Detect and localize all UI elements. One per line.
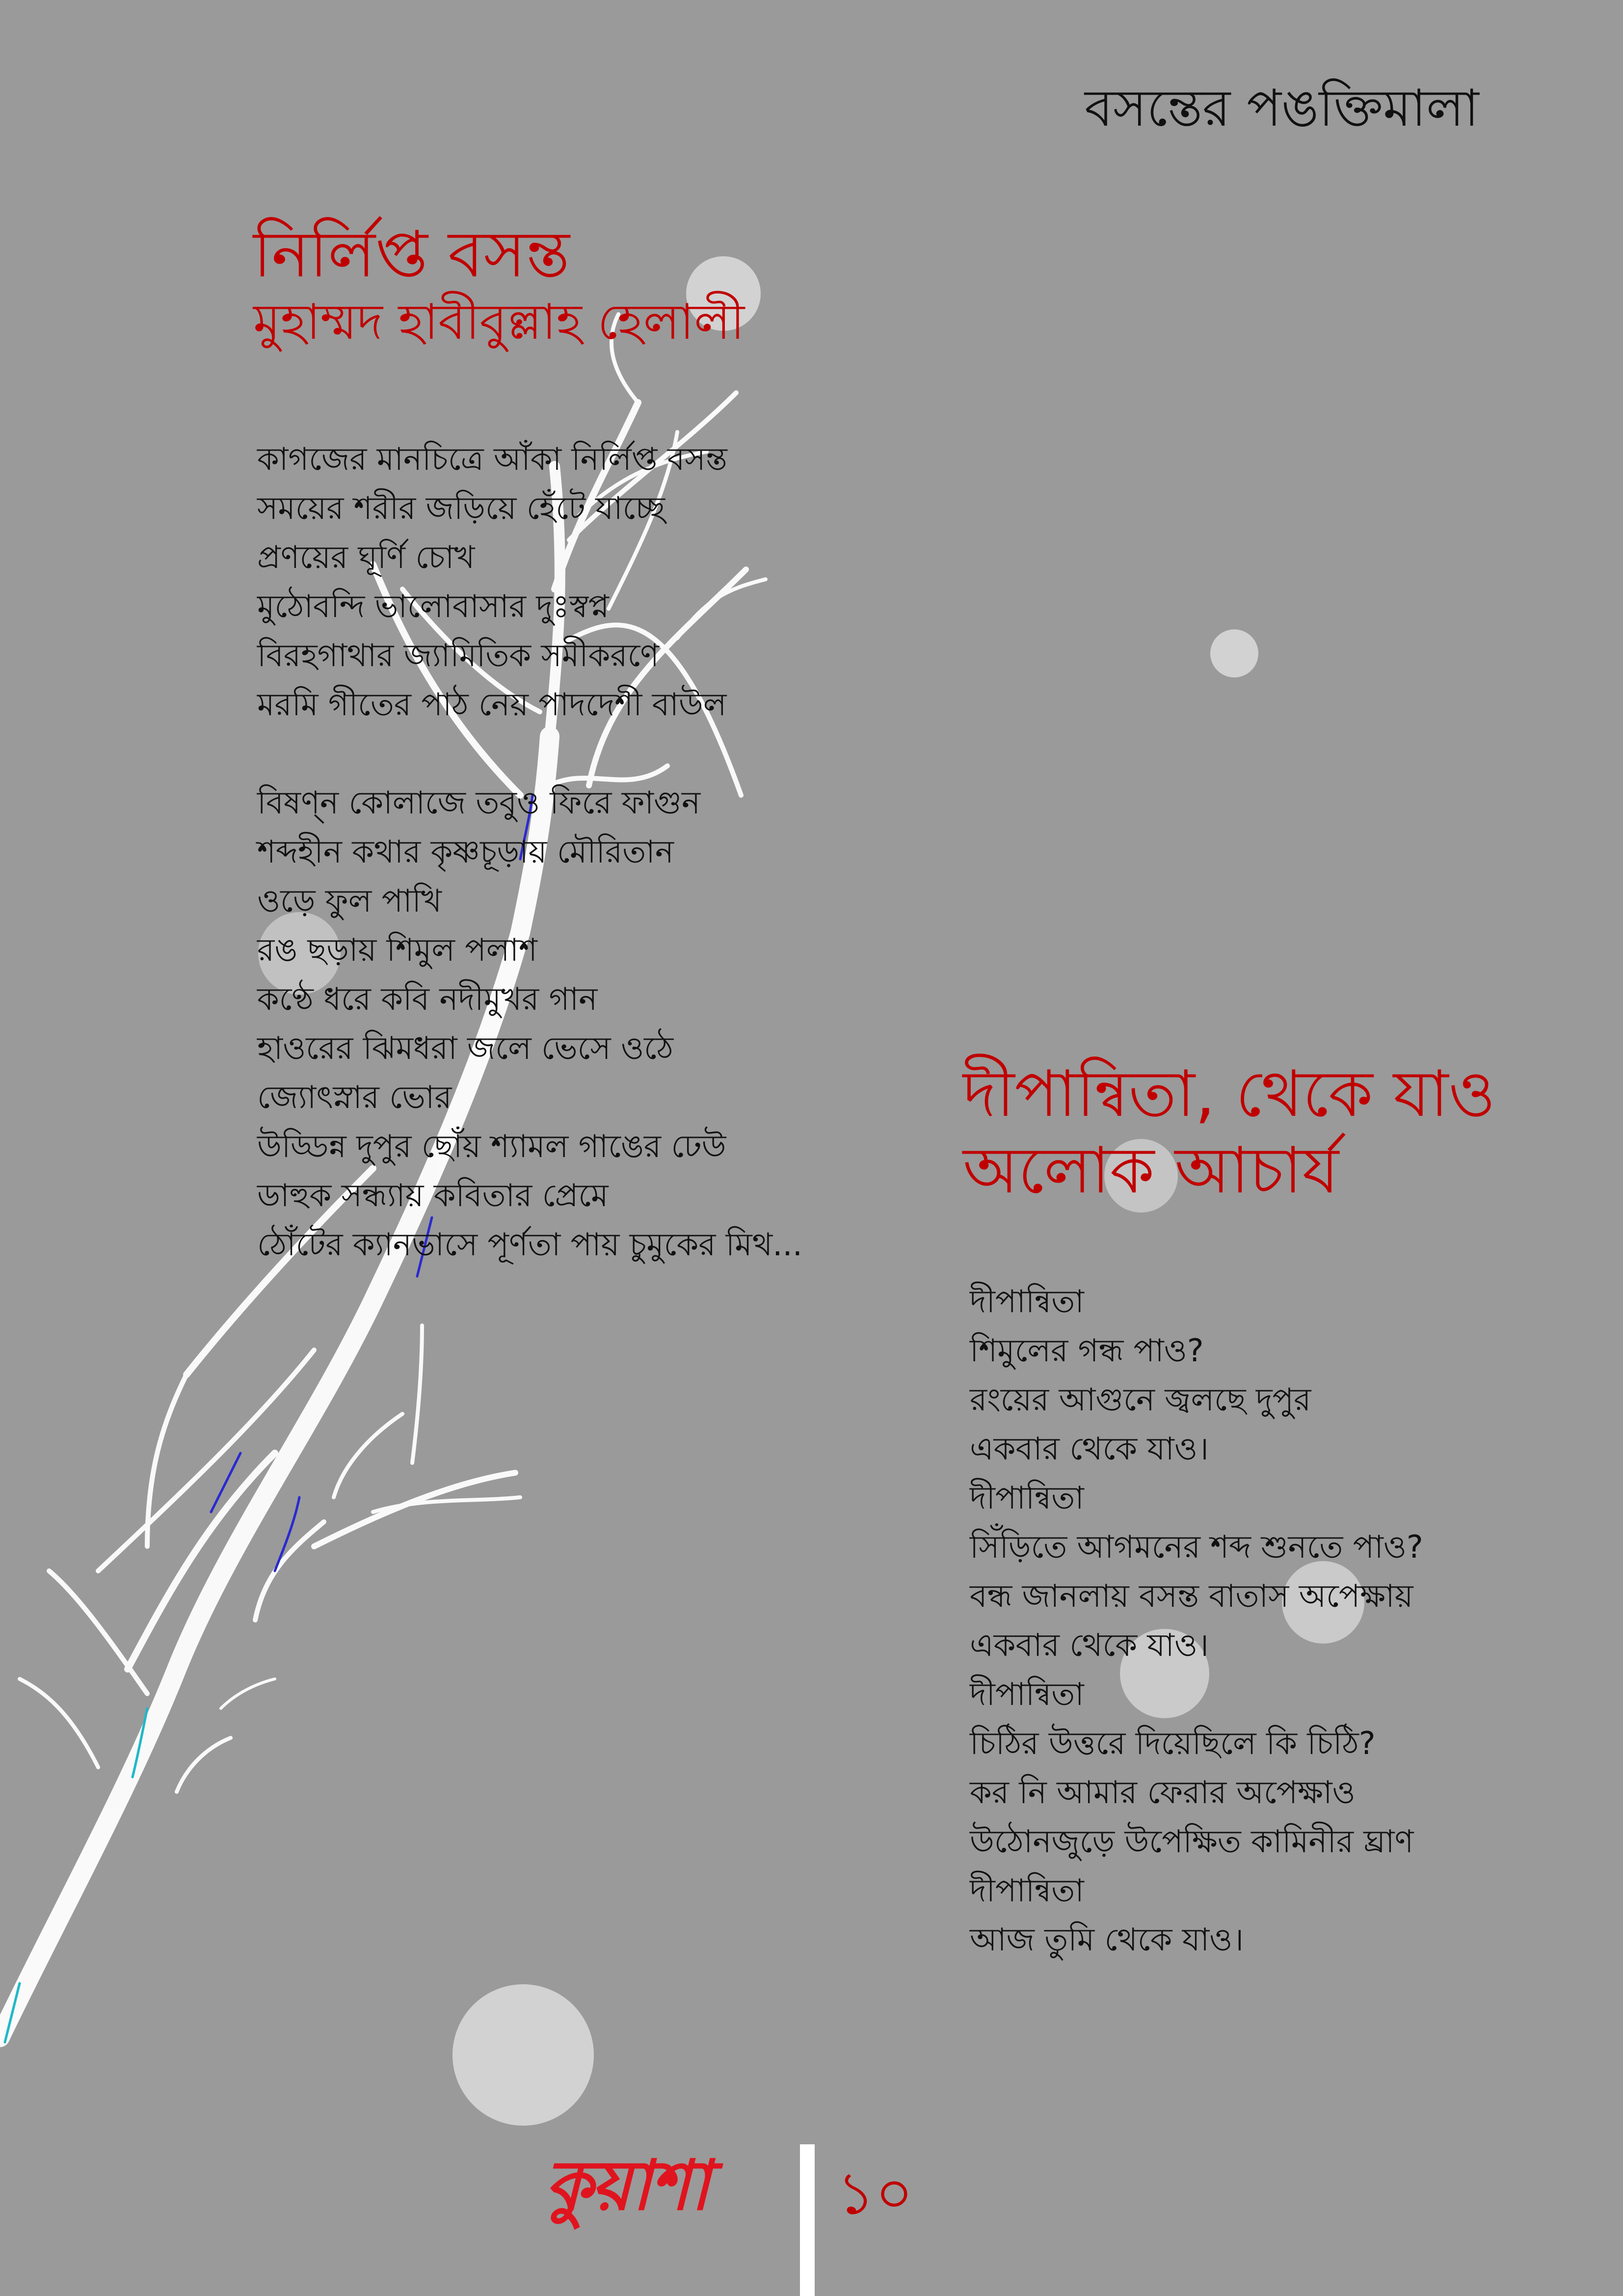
stanza-gap	[257, 729, 802, 779]
poem-1-stanza-2	[257, 779, 802, 1270]
poem-line: একবার থেকে যাও।	[970, 1431, 1209, 1467]
poem-line: বিরহগাথার জ্যামিতিক সমীকরণে	[257, 638, 660, 674]
poem-line: দীপান্বিতা	[970, 1284, 1084, 1320]
poem-line: শব্দহীন কথার কৃষ্ণচূড়ায় মৌরিতান	[257, 834, 674, 870]
poem-line: রংয়ের আগুনে জ্বলছে দুপুর	[970, 1382, 1311, 1418]
poem-line: সময়ের শরীর জড়িয়ে হেঁটে যাচ্ছে	[257, 490, 665, 527]
poem-line: রঙ ছড়ায় শিমুল পলাশ	[257, 932, 537, 969]
poem-line: একবার থেকে যাও।	[970, 1627, 1209, 1664]
poem-line: ঠোঁটের ক্যানভাসে পূর্ণতা পায় চুমুকের মিথ...	[257, 1227, 803, 1263]
page-number: ১০	[837, 2160, 913, 2228]
poem-line: বিষণ্ন কোলাজে তবুও ফিরে ফাগুন	[257, 785, 701, 821]
poem-line: আজ তুমি থেকে যাও।	[970, 1922, 1244, 1958]
poem-line: উড্ডিন্ন দুপুর ছোঁয় শ্যামল গাঙের ঢেউ	[257, 1129, 726, 1165]
decorative-circle	[452, 1984, 594, 2126]
poem-2-author: অলোক আচার্য	[963, 1133, 1339, 1208]
magazine-logo: কুয়াশা	[545, 2146, 708, 2226]
poem-line: ডাহুক সন্ধ্যায় কবিতার প্রেমে	[257, 1178, 609, 1214]
poem-line: উঠোনজুড়ে উপেক্ষিত কামিনীর ঘ্রাণ	[970, 1824, 1414, 1860]
poem-line: হাওরের ঝিমধরা জলে ভেসে ওঠে	[257, 1030, 674, 1067]
poem-2-body	[970, 1277, 1423, 1965]
footer-divider	[800, 2144, 815, 2296]
decorative-circle	[1210, 629, 1258, 677]
poem-line: বন্ধ জানলায় বসন্ত বাতাস অপেক্ষায়	[970, 1578, 1413, 1615]
section-title: বসন্তের পঙক্তিমালা	[1085, 78, 1479, 138]
poem-line: দীপান্বিতা	[970, 1873, 1084, 1909]
poem-line: মুঠোবন্দি ভালোবাসার দুঃস্বপ্ন	[257, 589, 610, 625]
poem-1-stanza-1	[257, 435, 802, 729]
poem-line: জ্যোৎস্নার ভোর	[257, 1080, 452, 1116]
poem-line: কর নি আমার ফেরার অপেক্ষাও	[970, 1775, 1356, 1811]
poem-2	[963, 1055, 1495, 1209]
poem-2-title: দীপান্বিতা, থেকে যাও	[963, 1056, 1496, 1131]
poem-line: প্রণয়ের ঘূর্ণি চোখ	[257, 540, 475, 576]
poem-1-body	[257, 435, 802, 1270]
poem-line: সিঁড়িতে আগমনের শব্দ শুনতে পাও?	[970, 1529, 1423, 1566]
poem-line: কণ্ঠে ধরে কবি নদীমুখর গান	[257, 981, 598, 1018]
poem-line: দীপান্বিতা	[970, 1676, 1084, 1713]
poem-line: মরমি গীতের পাঠ নেয় পাদদেশী বাউল	[257, 687, 727, 723]
poem-line: ওড়ে ফুল পাখি	[257, 883, 442, 919]
poem-line: শিমুলের গন্ধ পাও?	[970, 1333, 1204, 1369]
poem-line: দীপান্বিতা	[970, 1480, 1084, 1516]
poem-1-title: নির্লিপ্ত বসন্ত	[253, 217, 570, 292]
poem-line: কাগজের মানচিত্রে আঁকা নির্লিপ্ত বসন্ত	[257, 441, 727, 478]
poem-1	[253, 216, 745, 351]
poem-1-author: মুহাম্মদ হাবীবুল্লাহ হেলালী	[253, 293, 745, 351]
poem-line: চিঠির উত্তরে দিয়েছিলে কি চিঠি?	[970, 1726, 1376, 1762]
